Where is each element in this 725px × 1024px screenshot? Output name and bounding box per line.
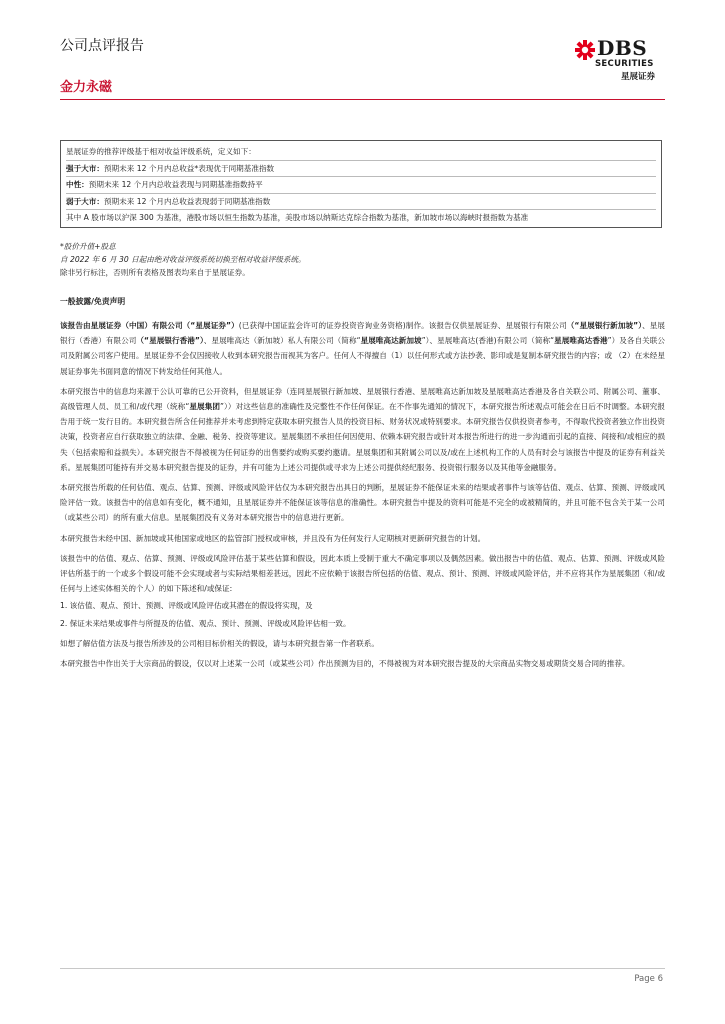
disclaimer-list-item-1: 1. 该估值、观点、预计、预测、评级或风险评估或其潜在的假设将实现，及 bbox=[60, 601, 313, 611]
p1-bold-vickers-hk: 星展唯高达香港 bbox=[554, 336, 608, 346]
p1-text-5: ”）及各自关联公司及附属公司客户使用。星展证券不会仅因接收人收到本研究报告而视其为客户。任何人不得擅自（1）以任何形式或方法抄袭、影印或是复制本研究报告的内容；或 （2）在未经星展证券事先书面同意的情况下转发给任何其他人。 bbox=[60, 336, 666, 376]
p1-bold-issuer: 该报告由星展证券（中国）有限公司（“星展证券”） bbox=[60, 321, 239, 330]
disclaimer-title: 一般披露/免责声明 bbox=[60, 297, 126, 306]
rating-sell-label: 弱于大市： bbox=[66, 196, 104, 206]
p1-bold-dbs-hk: （“星展银行香港”） bbox=[136, 336, 204, 346]
disclaimer-paragraph-4: 本研究报告未经中国、新加坡或其他国家或地区的监管部门授权或审核，并且没有为任何发行人定期核对更新研究报告的计划。 bbox=[60, 533, 486, 543]
rating-sell-row bbox=[66, 193, 656, 210]
disclaimer-paragraph-6: 如想了解估值方法及与报告所涉及的公司相目标价相关的假设，请与本研究报告第一作者联系。 bbox=[60, 638, 379, 648]
rating-neutral-label: 中性： bbox=[66, 180, 89, 189]
p1-text-3: 、星展唯高达（新加坡）私人有限公司（简称“ bbox=[203, 336, 361, 346]
disclaimer-body bbox=[60, 318, 665, 676]
disclaimer-paragraph-1 bbox=[60, 318, 665, 379]
note-source: 除非另行标注，否则所有表格及图表均来自于星展证券。 bbox=[60, 268, 250, 277]
dbs-logo bbox=[575, 38, 670, 86]
rating-neutral-text: 预期未来 12 个月内总收益表现与同期基准指数持平 bbox=[88, 180, 263, 189]
rating-notes bbox=[60, 240, 665, 279]
logo-brand-text: DBS bbox=[597, 36, 648, 60]
footer-divider bbox=[60, 968, 665, 969]
p2-bold-group: 星展集团 bbox=[189, 402, 221, 412]
disclaimer-paragraph-3: 本研究报告所载的任何估值、观点、估算、预测、评级或风险评估仅为本研究报告出具日的判断，星展证券不能保证未来的结果或者事件与该等估值、观点、估算、预测、评级或风险评估一致。该报告中的信息如有变化，概不通知，且星展证券并不能保证该等信息的准确性。本研究报告中提及的资料可能是不完全的或被精简的，并且可能不包含关于某一公司（或某些公司）的所有重大信息。星展集团没有义务对本研究报告中的信息进行更新。 bbox=[60, 483, 665, 523]
rating-neutral-row bbox=[66, 176, 656, 193]
page-number: Page 6 bbox=[634, 974, 663, 984]
p1-text-1: (已获得中国证监会许可的证券投资咨询业务资格)制作。该报告仅供星展证券、星展银行有限公司 bbox=[238, 321, 567, 330]
p1-bold-vickers-sg: 星展唯高达新加坡 bbox=[360, 336, 422, 346]
p1-text-2: 、星展银行（香港）有限公司 bbox=[60, 321, 666, 346]
dbs-star-mark-icon bbox=[575, 40, 595, 60]
rating-buy-row bbox=[66, 160, 656, 177]
p2-text-2: ”））对这些信息的准确性及完整性不作任何保证。在不作事先通知的情况下，本研究报告所述观点可能会在日后不时调整。本研究报告用于统一发行目的。本研究报告所含任何推荐并未考虑到特定获取本研究报告人员的投资目标、财务状况或特别要求。本研究报告仅供投资者参考，不得取代投资者独立作出投资决策，投资者应自行获取独立的法律、金融、税务、投资等建议。星展集团不承担任何因使用、依赖本研究报告或针对本报告所进行的进一步沟通而引起的直接、间接和/或相应的损失（包括索赔和益损失）。本研究报告不得被视为任何证券的出售要约或购买要约邀请。星展集团和其附属公司以及/或在上述机构工作的人员有时会与该报告中提及的证券有利益关系。星展集团可能持有并交易本研究报告提及的证券，并有可能为上述公司提供或寻求为上述公司提供经纪服务、投资银行服务以及其他等金融服务。 bbox=[60, 402, 665, 472]
rating-sell-text: 预期未来 12 个月内总收益表现弱于同期基准指数 bbox=[103, 196, 271, 206]
note-total-return: *股价升值+股息 bbox=[60, 242, 116, 251]
disclaimer-list-item-2: 2. 保证未来结果或事件与所提及的估值、观点、预计、预测、评级或风险评估相一致。 bbox=[60, 618, 351, 628]
company-name: 金力永磁 bbox=[60, 80, 113, 95]
header-divider bbox=[60, 99, 665, 100]
note-rating-switch: 自 2022 年 6 月 30 日起由绝对收益评级系统切换至相对收益评级系统。 bbox=[60, 255, 306, 264]
disclaimer-paragraph-5: 该报告中的估值、观点、估算、预测、评级或风险评估基于某些估算和假设，因此本质上受制于重大不确定事项以及偶然因素。做出报告中的估值、观点、估算、预测、评级或风险评估所基于的一个或多个假设可能不会实现或者与实际结果相差甚远，因此不应依赖于该报告所包括的估值、观点、预计、预测、评级或风险评估，并不应将其作为星展集团（和/或任何与上述实体相关的个人）的如下陈述和/或保证: bbox=[60, 553, 665, 594]
p2-text-1: 本研究报告中的信息均来源于公认可靠的已公开资料，但星展证券（连同星展银行新加坡、星展银行香港、星展唯高达新加坡及星展唯高达香港及各自关联公司、附属公司、董事、高级管理人员、员工和/或代理（统称“ bbox=[60, 386, 665, 412]
rating-benchmark-row: 其中 A 股市场以沪深 300 为基准，港股市场以恒生指数为基准，美股市场以纳斯达克综合指数为基准，新加坡市场以海峡时报指数为基准 bbox=[66, 209, 656, 226]
p1-bold-dbs-sg: （“星展银行新加坡”） bbox=[566, 321, 643, 330]
p1-text-4: ”）、星展唯高达(香港)有限公司（简称“ bbox=[421, 336, 555, 346]
rating-definition-box bbox=[60, 140, 662, 228]
report-type-title: 公司点评报告 bbox=[60, 38, 144, 54]
logo-chinese-text: 星展证券 bbox=[621, 72, 656, 82]
logo-subtitle-text: SECURITIES bbox=[595, 59, 654, 69]
disclaimer-paragraph-7: 本研究报告中作出关于大宗商品的假设，仅以对上述某一公司（或某些公司）作出预测为目的，不得被视为对本研究报告提及的大宗商品实物交易或期货交易合同的推荐。 bbox=[60, 659, 630, 669]
disclaimer-paragraph-2 bbox=[60, 384, 665, 475]
rating-buy-text: 预期未来 12 个月内总收益*表现优于同期基准指数 bbox=[103, 163, 275, 173]
rating-intro: 星展证券的推荐评级基于相对收益评级系统，定义如下： bbox=[66, 147, 256, 156]
rating-buy-label: 强于大市： bbox=[66, 163, 104, 173]
